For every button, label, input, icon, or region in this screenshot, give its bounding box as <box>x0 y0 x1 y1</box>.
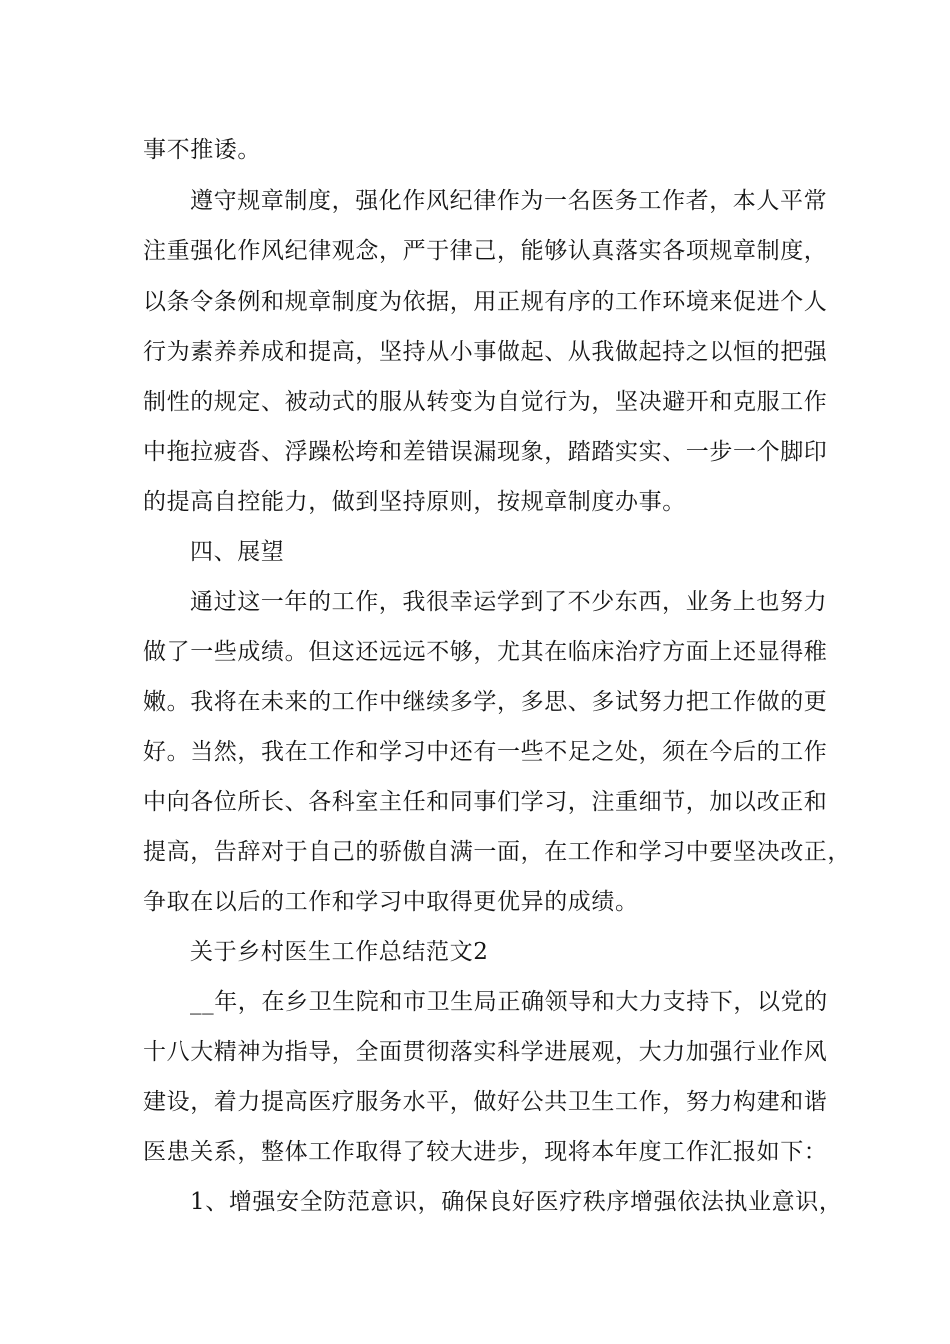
text-line: 的提高自控能力，做到坚持原则，按规章制度办事。 <box>143 489 686 515</box>
text-line: 注重强化作风纪律观念，严于律己，能够认真落实各项规章制度， <box>143 238 828 264</box>
section-heading: 四、展望 <box>190 539 285 565</box>
text-line: 制性的规定、被动式的服从转变为自觉行为，坚决避开和克服工作 <box>143 389 828 415</box>
text-line: __年，在乡卫生院和市卫生局正确领导和大力支持下，以党的 <box>190 989 828 1015</box>
text-line: 事不推诿。 <box>143 137 261 163</box>
text-line: 以条令条例和规章制度为依据，用正规有序的工作环境来促进个人 <box>143 289 828 315</box>
text-line: 嫩。我将在未来的工作中继续多学，多思、多试努力把工作做的更 <box>143 689 828 715</box>
document-title: 关于乡村医生工作总结范文2 <box>190 939 489 965</box>
text-line: 医患关系，整体工作取得了较大进步，现将本年度工作汇报如下： <box>143 1139 828 1165</box>
text-line: 提高，告辞对于自己的骄傲自满一面，在工作和学习中要坚决改正， <box>143 839 851 865</box>
text-line: 十八大精神为指导，全面贯彻落实科学进展观，大力加强行业作风 <box>143 1039 828 1065</box>
text-line: 遵守规章制度，强化作风纪律作为一名医务工作者，本人平常 <box>190 188 828 214</box>
text-line: 通过这一年的工作，我很幸运学到了不少东西，业务上也努力 <box>190 589 828 615</box>
text-line: 行为素养养成和提高，坚持从小事做起、从我做起持之以恒的把强 <box>143 339 828 365</box>
text-line: 中向各位所长、各科室主任和同事们学习，注重细节，加以改正和 <box>143 789 828 815</box>
text-line: 好。当然，我在工作和学习中还有一些不足之处，须在今后的工作 <box>143 739 828 765</box>
text-line: 做了一些成绩。但这还远远不够，尤其在临床治疗方面上还显得稚 <box>143 639 828 665</box>
text-line: 1、增强安全防范意识，确保良好医疗秩序增强依法执业意识， <box>190 1189 843 1215</box>
text-line: 建设，着力提高医疗服务水平，做好公共卫生工作，努力构建和谐 <box>143 1089 828 1115</box>
text-line: 中拖拉疲沓、浮躁松垮和差错误漏现象，踏踏实实、一步一个脚印 <box>143 439 828 465</box>
text-line: 争取在以后的工作和学习中取得更优异的成绩。 <box>143 889 639 915</box>
